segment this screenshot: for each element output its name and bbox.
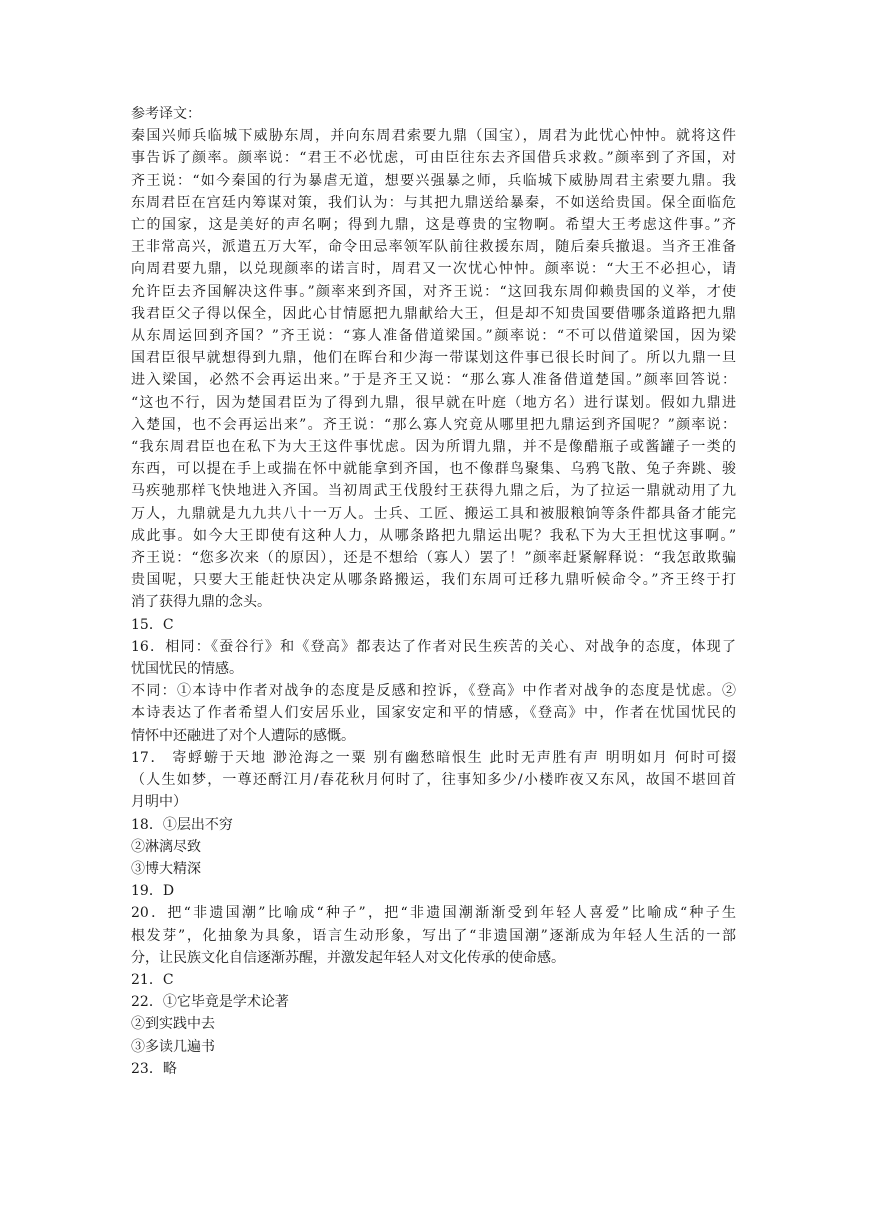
text-line: 贵国呢，只要大王能赶快决定从哪条路搬运，我们东周可迁移九鼎听候命令。”齐王终于打 xyxy=(131,572,736,589)
text-line: 亡的国家，这是美好的声名啊；得到九鼎，这是尊贵的宝物啊。希望大王考虑这件事。”齐 xyxy=(131,217,736,234)
text-line: 东周君臣在宫廷内筹谋对策，我们认为：与其把九鼎送给暴秦，不如送给贵国。保全面临危 xyxy=(131,194,736,211)
text-line: 成此事。如今大王即使有这种人力，从哪条路把九鼎运出呢？我私下为大王担忧这事啊。” xyxy=(131,527,736,544)
text-line: 从东周运回到齐国？”齐王说：“寡人准备借道梁国。”颜率说：“不可以借道梁国，因为梁 xyxy=(131,328,736,345)
text-line: 23．略 xyxy=(131,1060,177,1077)
text-line: 消了获得九鼎的念头。 xyxy=(131,594,271,611)
text-line: 事告诉了颜率。颜率说：“君王不必忧虑，可由臣往东去齐国借兵求救。”颜率到了齐国，对 xyxy=(131,150,736,167)
text-line: 允许臣去齐国解决这件事。”颜率来到齐国，对齐王说：“这回我东周仰赖贵国的义举，才使 xyxy=(131,283,736,300)
text-line: 我君臣父子得以保全，因此心甘情愿把九鼎献给大王，但是却不知贵国要借哪条道路把九鼎 xyxy=(131,305,736,322)
text-line: 齐王说：“您多次来（的原因），还是不想给（寡人）罢了！”颜率赶紧解释说：“我怎敢欺骗 xyxy=(131,550,736,567)
text-line: 入楚国，也不会再运出来”。齐王说：“那么寡人究竟从哪里把九鼎运到齐国呢？”颜率说： xyxy=(131,416,736,433)
text-line: 东西，可以提在手上或揣在怀中就能拿到齐国，也不像群鸟聚集、乌鸦飞散、兔子奔跳、骏 xyxy=(131,461,736,478)
text-line: 向周君要九鼎，以兑现颜率的诺言时，周君又一次忧心忡忡。颜率说：“大王不必担心，请 xyxy=(131,261,736,278)
text-line: 进入梁国，必然不会再运出来。”于是齐王又说：“那么寡人准备借道楚国。”颜率回答说： xyxy=(131,372,736,389)
text-line: ③博大精深 xyxy=(131,860,201,877)
text-line: 17． 寄蜉蝣于天地 渺沧海之一粟 别有幽愁暗恨生 此时无声胜有声 明明如月 何时可掇 xyxy=(131,749,736,766)
text-line: 万人，九鼎就是九九共八十一万人。士兵、工匠、搬运工具和被服粮饷等条件都具备才能完 xyxy=(131,505,736,522)
text-line: “我东周君臣也在私下为大王这件事忧虑。因为所谓九鼎，并不是像醋瓶子或酱罐子一类的 xyxy=(131,439,736,456)
text-line: 22．①它毕竟是学术论著 xyxy=(131,994,289,1011)
text-line: 21．C xyxy=(131,971,174,988)
document-text xyxy=(131,103,736,1080)
text-line: 分，让民族文化自信逐渐苏醒，并激发起年轻人对文化传承的使命感。 xyxy=(131,949,565,966)
text-line: 忧国忧民的情感。 xyxy=(131,661,243,678)
text-line: 18．①层出不穷 xyxy=(131,816,233,833)
text-line: 本诗表达了作者希望人们安居乐业，国家安定和平的情感，《登高》中，作者在忧国忧民的 xyxy=(131,705,736,722)
text-line: 参考译文： xyxy=(131,106,201,122)
text-line: 情怀中还融进了对个人遭际的感慨。 xyxy=(131,727,355,744)
text-line: 15．C xyxy=(131,616,174,633)
text-line: 16．相同：《蚕谷行》和《登高》都表达了作者对民生疾苦的关心、对战争的态度，体现了 xyxy=(131,638,736,655)
text-line: 国君臣很早就想得到九鼎，他们在晖台和少海一带谋划这件事已很长时间了。所以九鼎一旦 xyxy=(131,350,736,367)
text-line: 不同：①本诗中作者对战争的态度是反感和控诉，《登高》中作者对战争的态度是忧虑。② xyxy=(131,683,736,700)
text-line: 王非常高兴，派遣五万大军，命令田忌率领军队前往救援东周，随后秦兵撤退。当齐王准备 xyxy=(131,239,736,256)
text-line: ②淋漓尽致 xyxy=(131,838,201,855)
text-line: 马疾驰那样飞快地进入齐国。当初周武王伐殷纣王获得九鼎之后，为了拉运一鼎就动用了九 xyxy=(131,483,736,500)
text-line: 19．D xyxy=(131,883,175,900)
text-line: ③多读几遍书 xyxy=(131,1038,215,1055)
text-line: 20．把“非遗国潮”比喻成“种子”，把“非遗国潮渐渐受到年轻人喜爱”比喻成“种子生 xyxy=(131,905,736,922)
text-line: （人生如梦，一尊还酹江月/春花秋月何时了，往事知多少/小楼昨夜又东风，故国不堪回首 xyxy=(131,772,736,789)
text-line: “这也不行，因为楚国君臣为了得到九鼎，很早就在叶庭（地方名）进行谋划。假如九鼎进 xyxy=(131,394,736,411)
text-line: 月明中） xyxy=(131,794,187,811)
text-line: 秦国兴师兵临城下威胁东周，并向东周君索要九鼎（国宝），周君为此忧心忡忡。就将这件 xyxy=(131,128,736,145)
text-line: 根发芽”，化抽象为具象，语言生动形象，写出了“非遗国潮”逐渐成为年轻人生活的一部 xyxy=(131,927,736,944)
text-line: ②到实践中去 xyxy=(131,1016,215,1033)
text-line: 齐王说：“如今秦国的行为暴虐无道，想要兴强暴之师，兵临城下威胁周君主索要九鼎。我 xyxy=(131,172,736,189)
